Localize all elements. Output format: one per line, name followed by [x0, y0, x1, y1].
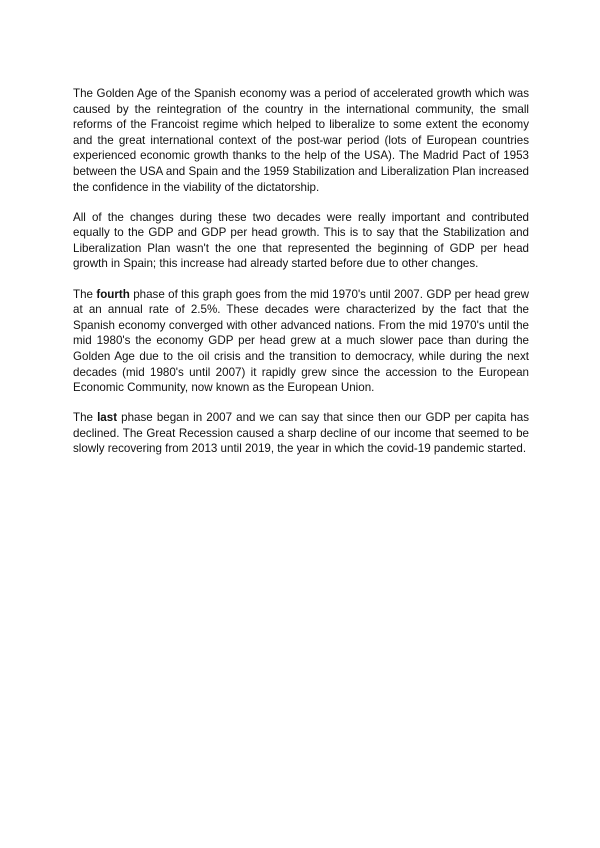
paragraph-lead: The	[73, 287, 97, 301]
emphasis-fourth: fourth	[96, 287, 130, 301]
paragraph-rest: phase of this graph goes from the mid 1970's until 2007. GDP per head grew at an annual rate of 2.5%. These decades were characterized by the fact that the Spanish economy converged with other advanced nations. From the mid 1970's until the mid 1980's the economy GDP per head grew at a much slower pace than during the Golden Age due to the oil crisis and the transition to democracy, while during the next decades (mid 1980's until 2007) it rapidly grew since the accession to the European Economic Community, now known as the European Union.	[73, 287, 529, 395]
paragraph-rest: phase began in 2007 and we can say that since then our GDP per capita has declined. The Great Recession caused a sharp decline of our income that seemed to be slowly recovering from 2013 until 2019, the year in which the covid-19 pandemic started.	[73, 411, 530, 456]
document-body	[73, 86, 529, 471]
paragraph-text: The Golden Age of the Spanish economy was a period of accelerated growth which was caused by the reintegration of the country in the international community, the small reforms of the Francoist regime which helped to liberalize to some extent the economy and the great international context of the post-war period (lots of European countries experienced economic growth thanks to the help of the USA). The Madrid Pact of 1953 between the USA and Spain and the 1959 Stabilization and Liberalization Plan increased the confidence in the viability of the dictatorship.	[73, 87, 529, 194]
paragraph-fourth-phase	[73, 287, 529, 396]
paragraph-golden-age	[73, 86, 529, 195]
paragraph-decades-changes	[73, 210, 529, 272]
paragraph-text: All of the changes during these two decades were really important and contributed equally to the GDP and GDP per head growth. This is to say that the Stabilization and Liberalization Plan wasn't the one that represented the beginning of GDP per head growth in Spain; this increase had already started before due to other changes.	[73, 210, 529, 271]
paragraph-lead: The	[73, 411, 98, 425]
paragraph-last-phase	[73, 410, 529, 457]
emphasis-last: last	[97, 411, 118, 425]
